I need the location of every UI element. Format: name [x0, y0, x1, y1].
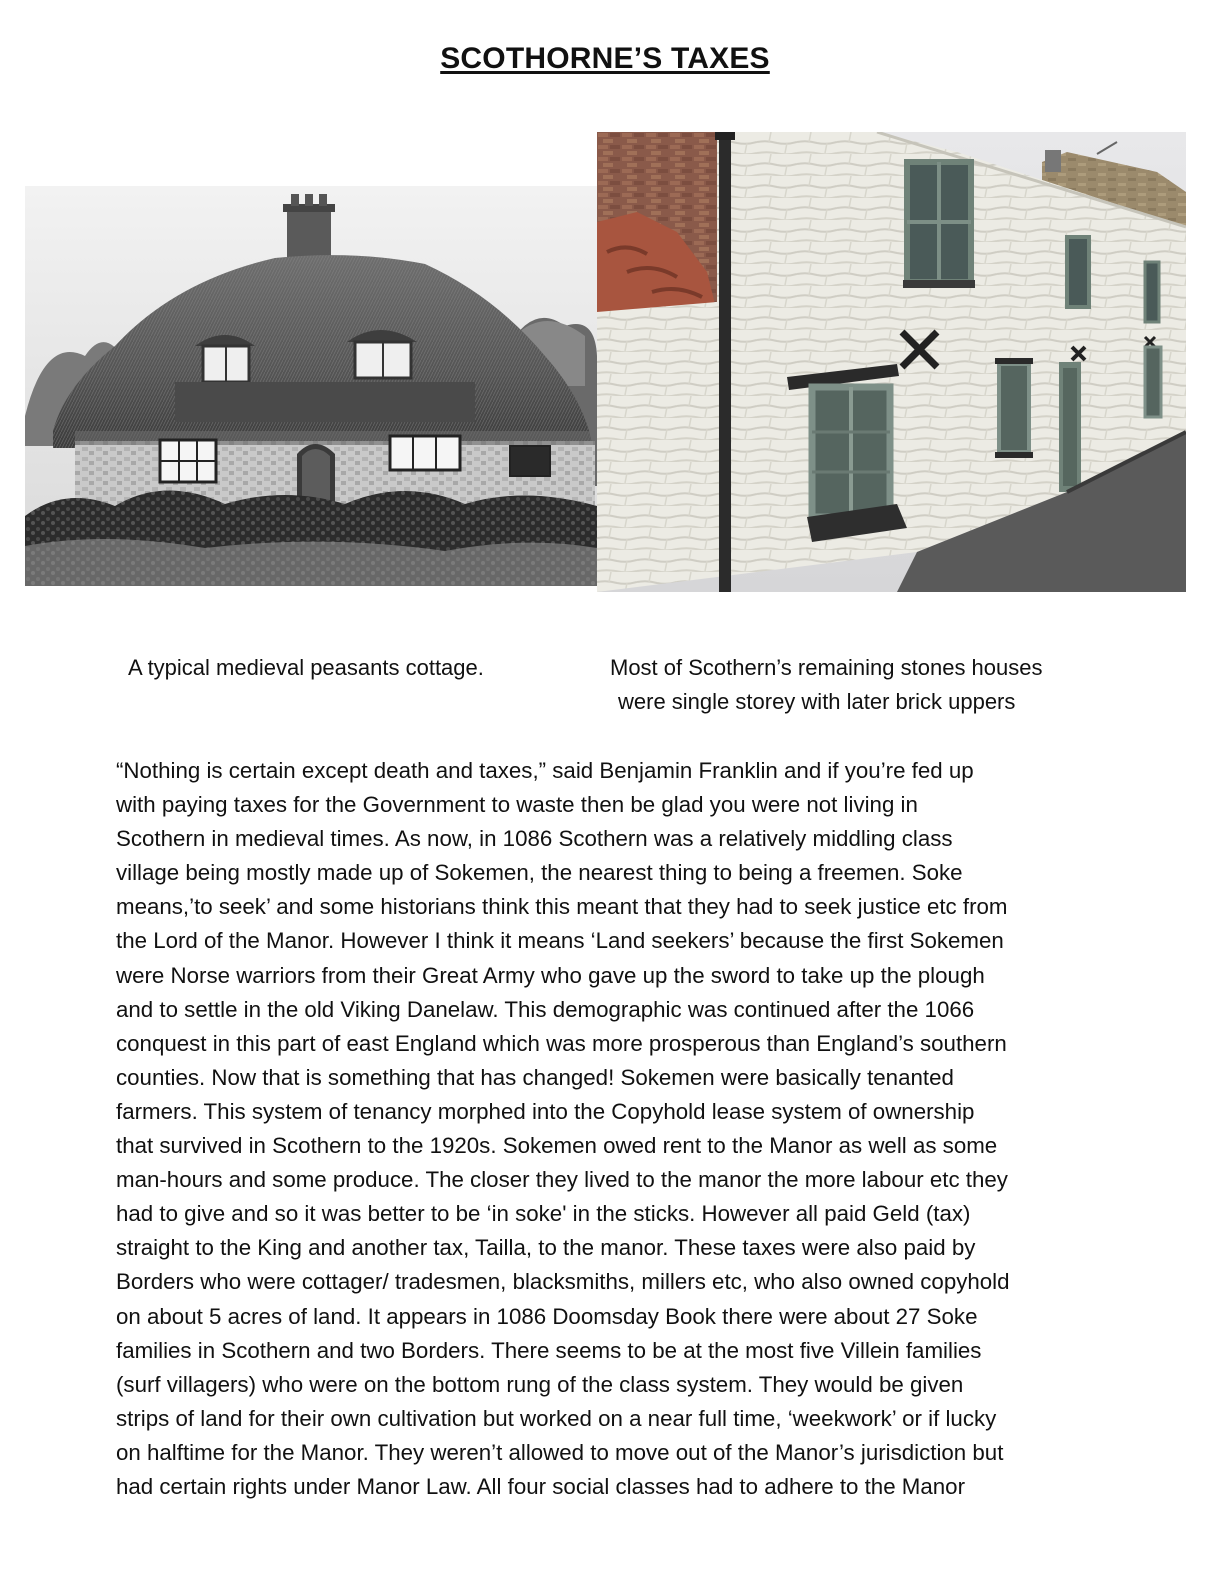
stone-houses-photo	[597, 132, 1186, 592]
article-line: Borders who were cottager/ tradesmen, blacksmiths, millers etc, who also owned copyhold	[116, 1269, 1010, 1295]
article-line: on halftime for the Manor. They weren’t allowed to move out of the Manor’s jurisdiction but	[116, 1439, 1004, 1465]
article-line: “Nothing is certain except death and taxes,” said Benjamin Franklin and if you’re fed up	[116, 758, 974, 783]
article-line: means,’to seek’ and some historians think this meant that they had to seek justice etc from	[116, 894, 1008, 920]
article-line: with paying taxes for the Government to waste then be glad you were not living in	[116, 792, 918, 818]
article-line: village being mostly made up of Sokemen, the nearest thing to being a freemen. Soke	[116, 860, 963, 886]
article-line: straight to the King and another tax, Tailla, to the manor. These taxes were also paid by	[116, 1235, 976, 1261]
article-line: were Norse warriors from their Great Army who gave up the sword to take up the plough	[116, 962, 985, 988]
page-title: SCOTHORNE’S TAXES	[440, 42, 770, 75]
right-caption-line-1: Most of Scothern’s remaining stones houses	[610, 655, 1043, 680]
article-body	[116, 754, 1116, 1504]
article-line: that survived in Scothern to the 1920s. Sokemen owed rent to the Manor as well as some	[116, 1133, 998, 1159]
article-line: on about 5 acres of land. It appears in 1086 Doomsday Book there were about 27 Soke	[116, 1303, 978, 1329]
article-line: strips of land for their own cultivation but worked on a near full time, ‘weekwork’ or if lucky	[116, 1405, 997, 1431]
article-line: had to give and so it was better to be ‘in soke' in the sticks. However all paid Geld (tax)	[116, 1201, 971, 1227]
article-line: conquest in this part of east England which was more prosperous than England’s southern	[116, 1030, 1007, 1056]
article-line: families in Scothern and two Borders. There seems to be at the most five Villein families	[116, 1337, 982, 1363]
article-line: counties. Now that is something that has changed! Sokemen were basically tenanted	[116, 1064, 954, 1090]
right-photo-caption	[610, 651, 1043, 719]
article-line: and to settle in the old Viking Danelaw. This demographic was continued after the 1066	[116, 996, 975, 1022]
right-caption-line-2: were single storey with later brick uppers	[618, 689, 1016, 714]
article-line: the Lord of the Manor. However I think it means ‘Land seekers’ because the first Sokemen	[116, 928, 1004, 954]
article-line: had certain rights under Manor Law. All four social classes had to adhere to the Manor	[116, 1473, 966, 1499]
article-line: farmers. This system of tenancy morphed into the Copyhold lease system of ownership	[116, 1098, 975, 1124]
article-line: Scothern in medieval times. As now, in 1086 Scothern was a relatively middling class	[116, 826, 953, 852]
article-line: (surf villagers) who were on the bottom rung of the class system. They would be given	[116, 1371, 964, 1397]
article-line: man-hours and some produce. The closer they lived to the manor the more labour etc they	[116, 1167, 1008, 1193]
white-stone-houses-icon	[597, 132, 1186, 592]
cottage-photo	[25, 186, 597, 586]
left-photo-caption: A typical medieval peasants cottage.	[128, 655, 484, 680]
thatched-cottage-icon	[25, 186, 597, 586]
